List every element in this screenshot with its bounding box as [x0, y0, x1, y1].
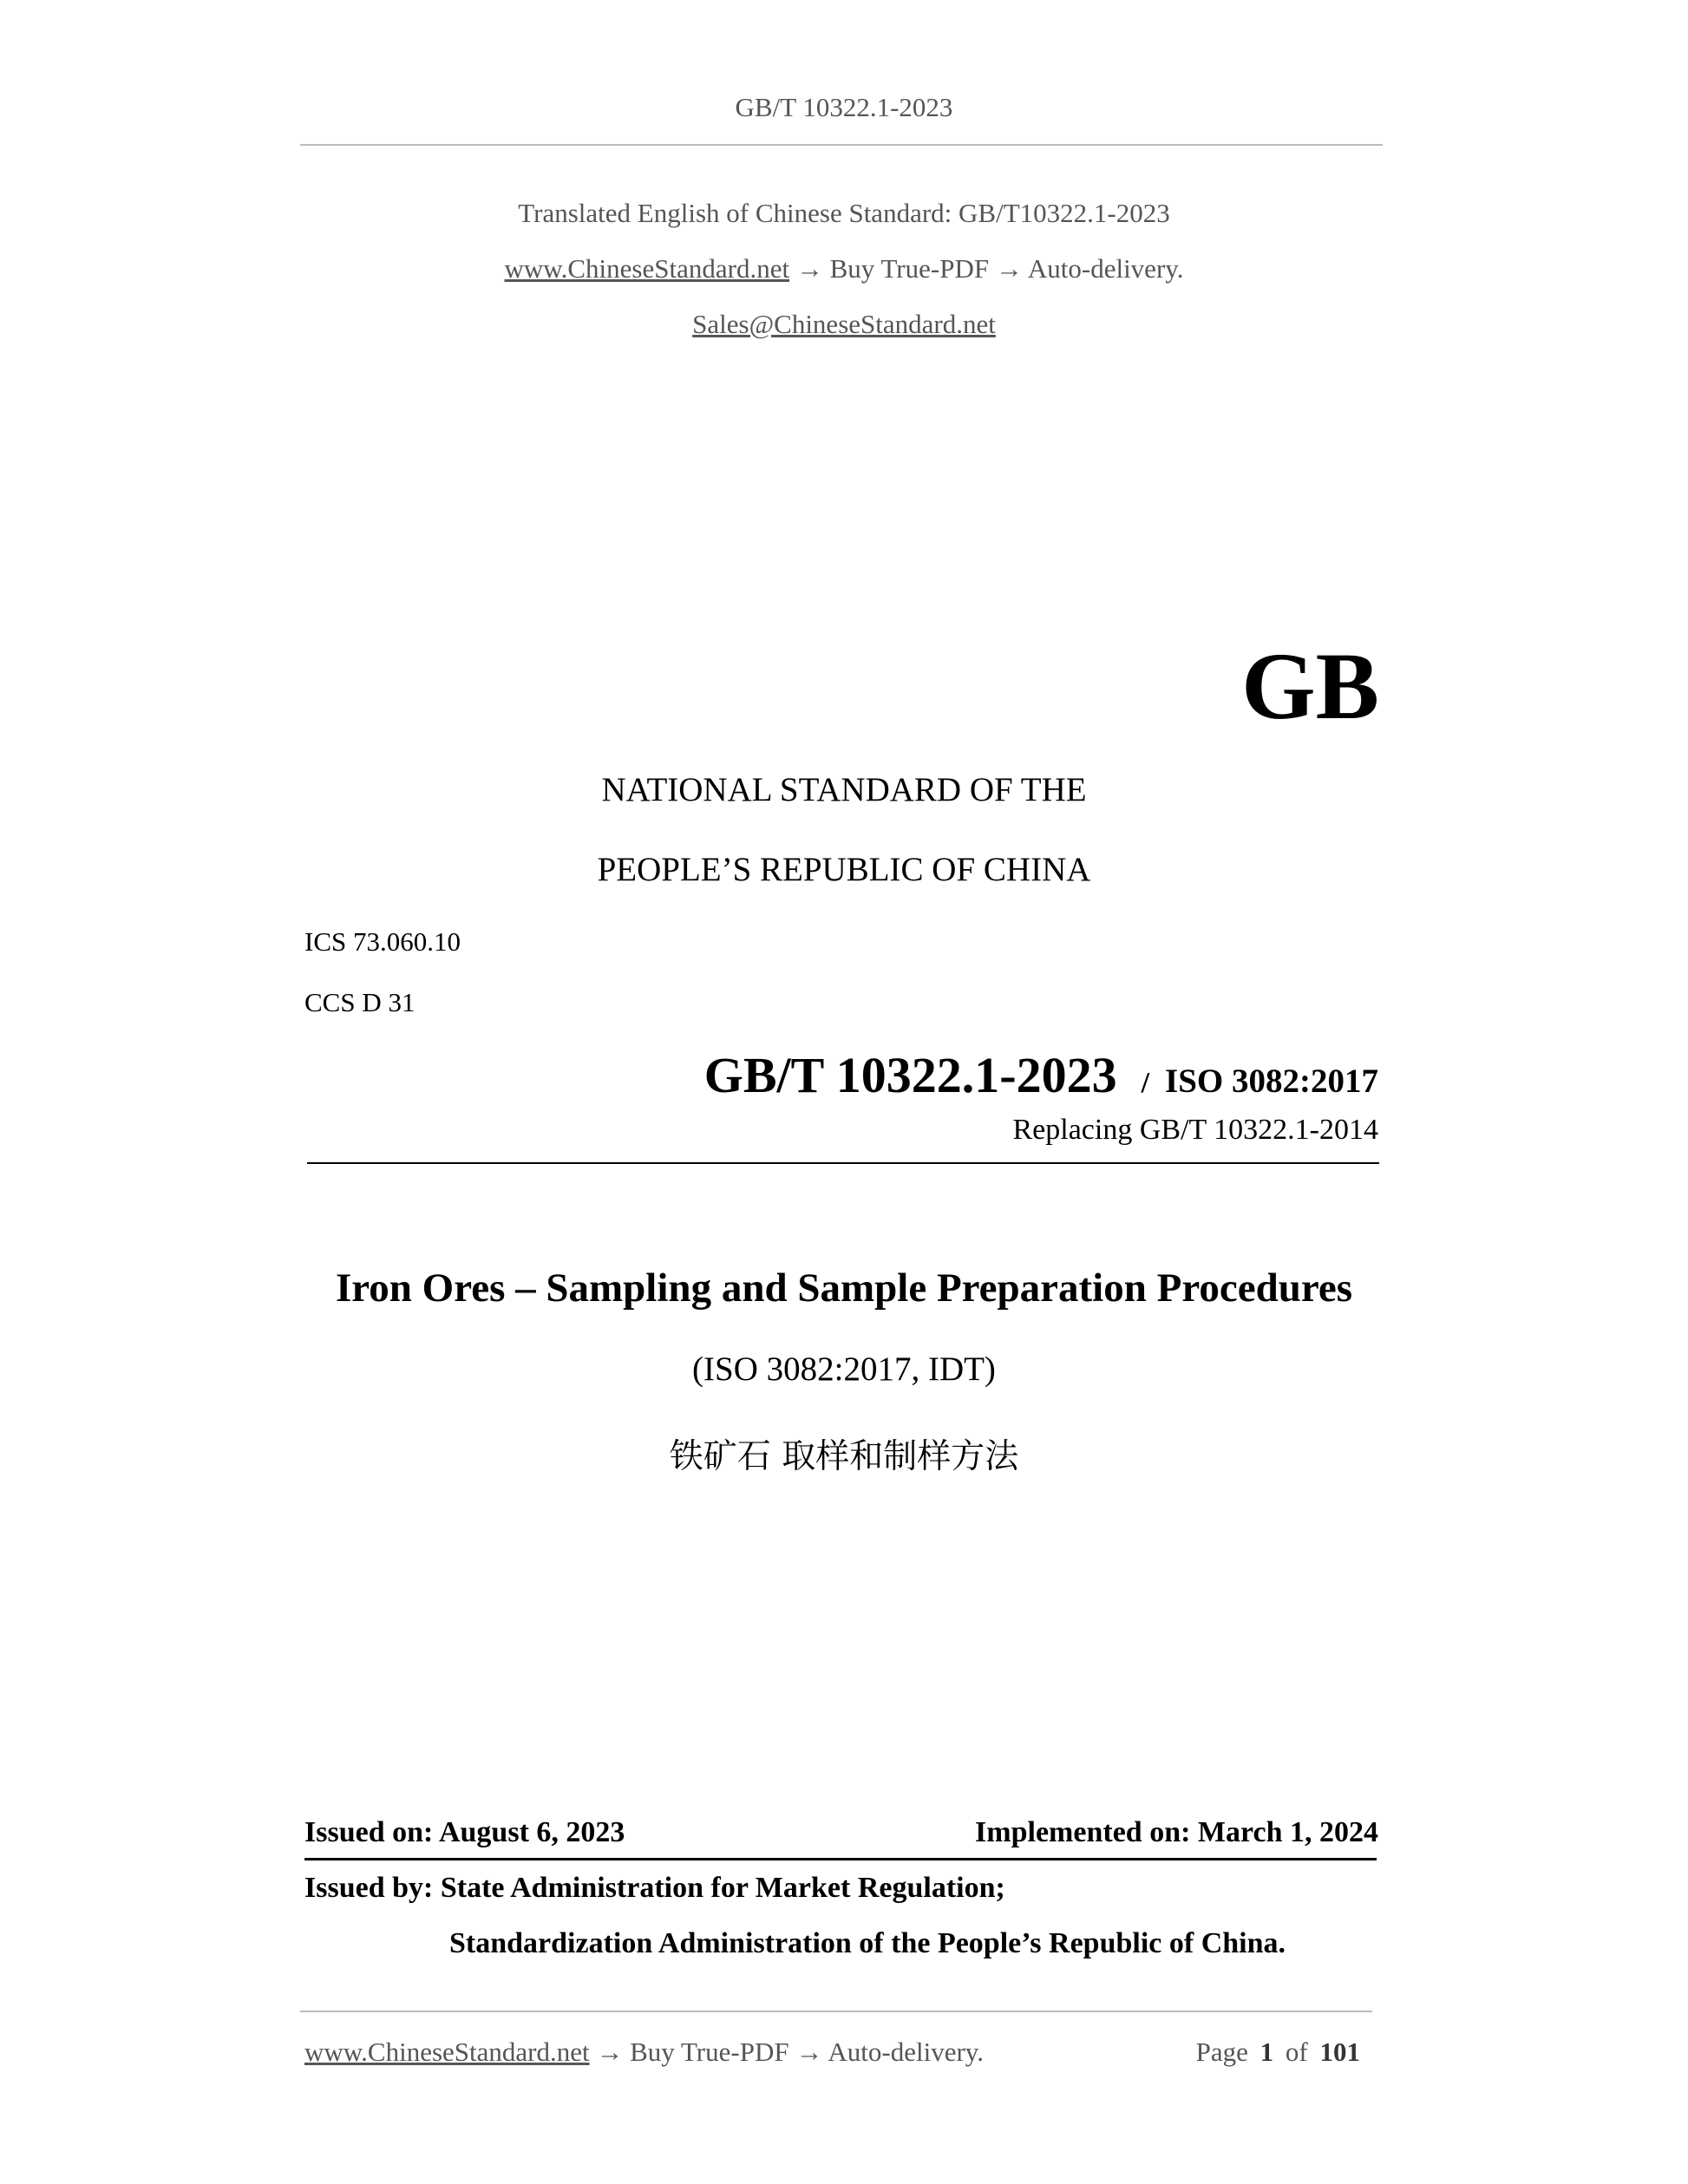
- footer-buy-text: Buy True-PDF: [630, 2037, 789, 2067]
- promo-buy-line: [0, 253, 1688, 284]
- footer-promo: [304, 2037, 984, 2068]
- of-label: of: [1285, 2037, 1308, 2067]
- document-title-chinese: 铁矿石 取样和制样方法: [669, 1437, 1019, 1476]
- buy-true-pdf-text: Buy True-PDF: [829, 253, 990, 284]
- page-label: Page: [1195, 2037, 1248, 2067]
- auto-delivery-text: Auto-delivery.: [1027, 253, 1184, 284]
- arrow-right-icon: →: [795, 253, 823, 284]
- page-total: 101: [1319, 2037, 1360, 2067]
- issued-on-date: Issued on: August 6, 2023: [304, 1816, 625, 1848]
- footer-delivery-text: Auto-delivery.: [828, 2037, 985, 2067]
- implemented-on-date: Implemented on: March 1, 2024: [975, 1816, 1378, 1848]
- national-standard-line-1: NATIONAL STANDARD OF THE: [601, 771, 1087, 808]
- national-standard-line-2: PEOPLE’S REPUBLIC OF CHINA: [597, 851, 1091, 888]
- promo-line: Translated English of Chinese Standard: GB/T10322.1-2023: [518, 198, 1170, 228]
- arrow-right-icon: →: [596, 2037, 624, 2067]
- page-indicator: [1196, 2037, 1365, 2068]
- footer-divider: [300, 2011, 1372, 2012]
- dates-divider: [304, 1858, 1377, 1860]
- arrow-right-icon: →: [995, 253, 1023, 284]
- footer-site-link[interactable]: www.ChineseStandard.net: [304, 2037, 590, 2067]
- replacing-standard: Replacing GB/T 10322.1-2014: [1012, 1114, 1378, 1146]
- page-number: 1: [1259, 2037, 1274, 2067]
- iso-number: ISO 3082:2017: [1165, 1063, 1378, 1100]
- site-link[interactable]: www.ChineseStandard.net: [504, 253, 790, 284]
- standard-slash: /: [1141, 1067, 1150, 1099]
- issued-by-second-authority: Standardization Administration of the People’s Republic of China.: [449, 1927, 1286, 1959]
- standard-number: GB/T 10322.1-2023: [703, 1047, 1117, 1103]
- standard-number-line: [704, 1046, 1378, 1104]
- document-title-iso: (ISO 3082:2017, IDT): [692, 1350, 996, 1388]
- issued-by: Issued by: State Administration for Market Regulation;: [304, 1872, 1005, 1904]
- document-title-english: Iron Ores – Sampling and Sample Preparation Procedures: [335, 1265, 1353, 1311]
- gb-logo-mark: GB: [1241, 633, 1379, 739]
- promo-email-line: [0, 309, 1688, 340]
- ccs-code: CCS D 31: [304, 987, 415, 1017]
- header-divider: [300, 144, 1383, 146]
- ics-code: ICS 73.060.10: [304, 926, 461, 957]
- arrow-right-icon: →: [795, 2037, 823, 2067]
- page-header-code: GB/T 10322.1-2023: [735, 92, 953, 122]
- standard-divider: [307, 1162, 1379, 1164]
- sales-email-link[interactable]: Sales@ChineseStandard.net: [692, 309, 996, 339]
